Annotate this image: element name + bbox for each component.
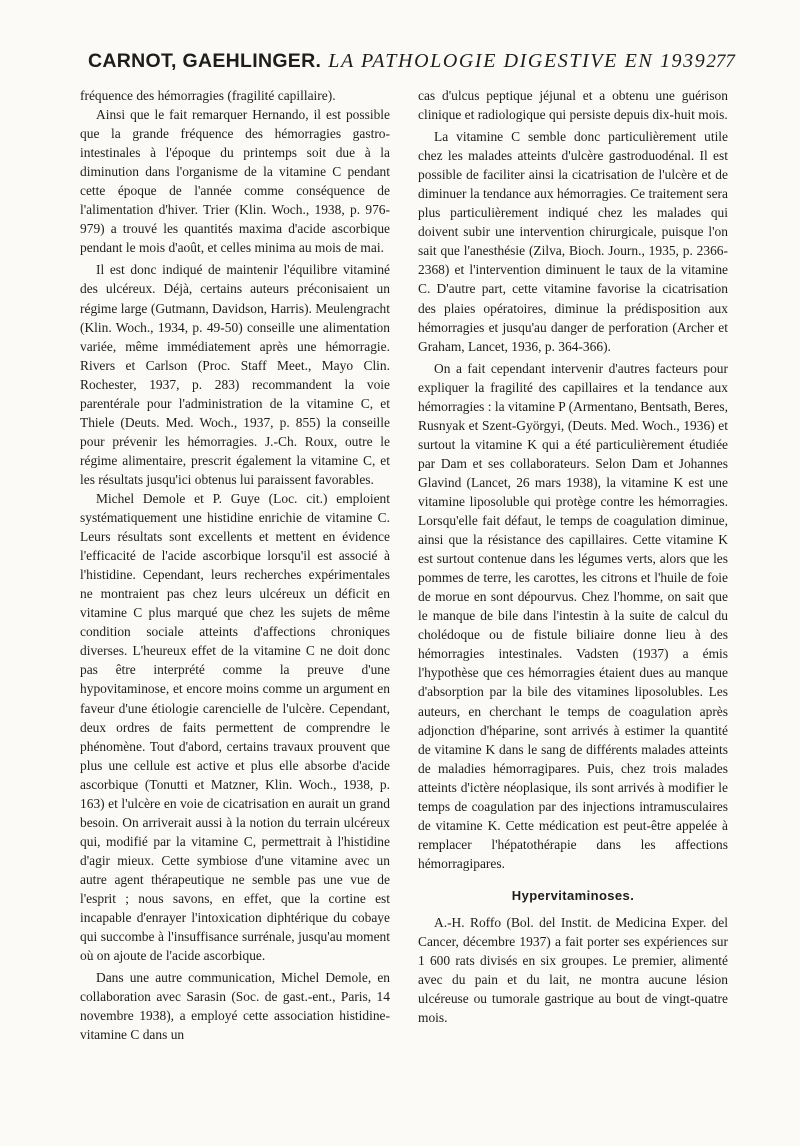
paragraph: Il est donc indiqué de maintenir l'équilibre vitaminé des ulcéreux. Déjà, certains auteurs préconisaient un régime large (Gutmann, Davidson, Harris). Meulengracht (Klin. Woch., 1934, p. 49-50) conseille une alimentation variée, même immédiatement après une hémorragie. Rivers et Carlson (Proc. Staff Meet., Mayo Clin. Rochester, 1937, p. 283) recommandent la voie parentérale pour l'administration de la vitamine C, et Thiele (Deuts. Med. Woch., 1937, p. 855) la conseille pour prévenir les hémorragies. J.-Ch. Roux, outre le régime alimentaire, prescrit également la vitamine C, et les résultats jusqu'ici obtenus lui paraissent favorables. bbox=[80, 262, 390, 487]
running-head bbox=[88, 50, 735, 73]
paragraph: On a fait cependant intervenir d'autres facteurs pour expliquer la fragilité des capillaires et la tendance aux hémorragies : la vitamine P (Armentano, Bentsath, Beres, Rusnyak et Szent-Györgyi, (Deuts. Med. Woch., 1936) et surtout la vitamine K qui a été particulièrement étudiée par Dam et ses collaborateurs. Selon Dam et Johannes Glavind (Lancet, 26 mars 1938), la vitamine K est une vitamine liposoluble qui protège contre les hémorragies. Lorsqu'elle fait défaut, le temps de coagulation diminue, ainsi que la résistance des capillaires. Cette vitamine K est surtout contenue dans les légumes verts, alors que les pommes de terre, les carottes, les citrons et l'huile de foie de morue en sont dépourvus. Chez l'homme, on sait que le manque de bile dans l'intestin à la suite de calcul du cholédoque ou de fistule biliaire donne lieu à des hémorragies intestinales. Vadsten (1937) a émis l'hypothèse que ces hémorragies étaient dues au manque d'absorption par la bile des vitamines liposolubles. Les auteurs, en cherchant le temps de coagulation après adjonction d'héparine, sont arrivés à estimer la quantité de vitamine K dans le sang de différents malades atteints de maladies hémorragipares. Puis, chez trois malades atteints d'ictère néoplasique, ils sont arrivés à modifier le temps de coagulation par des injections intramusculaires de vitamine K. Cette médication est peut-être appelée à remplacer l'hépatothérapie dans les affections hémorragipares. bbox=[418, 360, 728, 871]
running-head-title bbox=[88, 50, 706, 73]
paragraph: fréquence des hémorragies (fragilité capillaire). bbox=[80, 88, 336, 103]
paragraph: Michel Demole et P. Guye (Loc. cit.) emploient systématiquement une histidine enrichie de vitamine C. Leurs résultats sont excellents et mettent en évidence l'efficacité de l'acide ascorbique lorsqu'il est associé à l'histidine. Cependant, leurs recherches expérimentales ne montraient pas chez leurs ulcéreux un déficit en vitamine C plus marqué que chez les sujets de même condition sociale atteints d'affections chroniques diverses. L'heureux effet de la vitamine C ne doit donc pas être interprété comme la preuve d'une hypovitaminose, et encore moins comme un argument en faveur d'une étiologie carencielle de l'ulcère. Cependant, deux ordres de faits permettent de comprendre le phénomène. Tout d'abord, certains travaux prouvent que plus une cellule est active et plus elle absorbe d'acide ascorbique (Tonutti et Matzner, Klin. Woch., 1938, p. 163) et l'ulcère en voie de cicatrisation en aurait un grand besoin. On arriverait aussi à la notion du terrain ulcéreux qui, modifié par la vitamine C, permettrait à l'histidine d'agir mieux. Cette symbiose d'une vitamine avec un autre agent thérapeutique ne semble pas une vue de l'esprit ; nous savons, en effet, que la cortine est incapable d'enrayer l'intoxication diphtérique du cobaye qui succombe à l'insuffisance surrénale, jusqu'au moment où on ajoute de l'acide ascorbique. bbox=[80, 490, 390, 964]
paragraph: La vitamine C semble donc particulièrement utile chez les malades atteints d'ulcère gastroduodénal. Il est possible de faciliter ainsi la cicatrisation de l'ulcère et de diminuer la tendance aux hémorragies. Ce traitement sera plus particulièrement indiqué chez les malades qui doivent subir une intervention chirurgicale, puisque l'on sait que l'anesthésie (Zilva, Bioch. Journ., 1935, p. 2366-2368) et l'intervention diminuent le taux de la vitamine C. D'autre part, cette vitamine favorise la cicatrisation des plaies opératoires, diminue la prédisposition aux hémorragies et jusqu'au danger de perforation (Archer et Graham, Lancet, 1936, p. 364-366). bbox=[418, 129, 728, 354]
header-journal-title: LA PATHOLOGIE DIGESTIVE EN 1939 bbox=[328, 50, 707, 72]
paragraph: cas d'ulcus peptique jéjunal et a obtenu une guérison clinique et radiologique qui persiste depuis dix-huit mois. bbox=[418, 88, 728, 123]
paragraph: Dans une autre communication, Michel Demole, en collaboration avec Sarasin (Soc. de gast.-ent., Paris, 14 novembre 1938), a employé cette association histidine-vitamine C dans un bbox=[80, 970, 390, 1043]
right-column bbox=[418, 86, 728, 1027]
paragraph: Ainsi que le fait remarquer Hernando, il est possible que la grande fréquence des hémorragies gastro-intestinales à l'époque du printemps soit due à la diminution dans l'organisme de la vitamine C pendant cette époque de l'année comme conséquence de l'alimentation d'hiver. Trier (Klin. Woch., 1938, p. 976-979) a trouvé les quantités maxima d'acide ascorbique pendant le mois d'août, et celles minima au mois de mai. bbox=[80, 107, 390, 256]
header-authors: CARNOT, GAEHLINGER. bbox=[88, 50, 322, 72]
paragraph: A.-H. Roffo (Bol. del Instit. de Medicina Exper. del Cancer, décembre 1937) a fait porter ses expériences sur 1 600 rats divisés en six groupes. Le premier, alimenté avec du pain et du lait, ne montra aucune lésion ulcéreuse ou tumorale gastrique au bout de vingt-quatre mois. bbox=[418, 914, 728, 1026]
section-heading: Hypervitaminoses. bbox=[511, 887, 635, 903]
page-number: 277 bbox=[706, 51, 735, 72]
left-column bbox=[80, 86, 390, 1044]
